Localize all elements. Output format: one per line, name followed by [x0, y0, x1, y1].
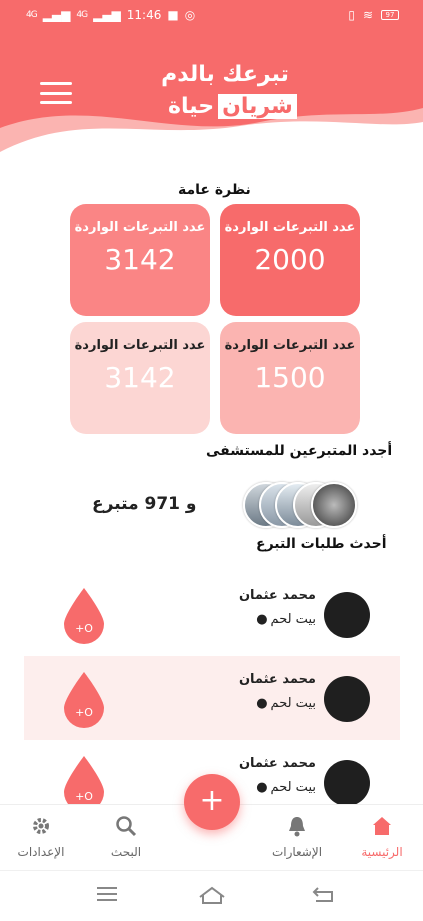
request-name: محمد عثمان: [238, 588, 316, 603]
location-pin-icon: ●: [256, 696, 268, 711]
donors-count: و 971 متبرع: [92, 494, 197, 514]
request-location: [256, 612, 316, 627]
blood-drop-icon: [62, 586, 106, 644]
stat-label: عدد التبرعات الواردة: [224, 338, 356, 353]
nav-search[interactable]: [98, 813, 154, 859]
request-name: محمد عثمان: [238, 672, 316, 687]
nav-notifications-label: الإشعارات: [271, 845, 323, 859]
menu-button[interactable]: [40, 82, 72, 104]
signal-2-label: 4G: [76, 10, 88, 20]
stat-card[interactable]: [220, 204, 360, 316]
request-location: [256, 696, 316, 711]
location-pin-icon: ●: [256, 780, 268, 795]
nav-home-label: الرئيسية: [361, 845, 403, 859]
stat-value: 3142: [104, 361, 176, 394]
nav-home[interactable]: [352, 813, 412, 859]
requests-title: أحدث طلبات التبرع: [256, 536, 387, 552]
title-rest: حياة: [168, 94, 215, 119]
request-avatar: [324, 676, 370, 722]
stat-card[interactable]: [70, 322, 210, 434]
request-location-text: بيت لحم: [270, 780, 316, 795]
nav-settings[interactable]: [10, 813, 72, 859]
blood-drop-icon: [62, 670, 106, 728]
donors-title: أجدد المتبرعين للمستشفى: [206, 443, 393, 459]
request-location-text: بيت لحم: [270, 696, 316, 711]
hamburger-line: [40, 92, 72, 95]
gear-icon: [31, 816, 51, 836]
app-title-line1: تبرعك بالدم: [161, 62, 289, 87]
stat-label: عدد التبرعات الواردة: [224, 220, 356, 235]
stat-value: 3142: [104, 243, 176, 276]
hamburger-line: [40, 101, 72, 104]
app-title-line2: [168, 94, 297, 119]
stat-card[interactable]: [70, 204, 210, 316]
stat-card[interactable]: [220, 322, 360, 434]
request-avatar: [324, 760, 370, 806]
nav-notifications[interactable]: [262, 813, 332, 859]
signal-icon: ▂▄▆: [93, 8, 121, 22]
request-location-text: بيت لحم: [270, 612, 316, 627]
home-nav-icon[interactable]: [198, 885, 226, 905]
battery-icon: 97: [381, 10, 399, 20]
recent-apps-icon[interactable]: [96, 885, 118, 903]
blood-type: +O: [75, 622, 93, 635]
request-name: محمد عثمان: [238, 756, 316, 771]
title-highlight: شريان: [218, 94, 297, 119]
home-icon: [371, 815, 393, 837]
blood-type: +O: [75, 790, 93, 803]
add-button[interactable]: +: [184, 774, 240, 830]
blood-type: +O: [75, 706, 93, 719]
video-icon: ■: [167, 8, 179, 22]
stat-label: عدد التبرعات الواردة: [74, 338, 206, 353]
overview-title: نظرة عامة: [178, 182, 251, 198]
nav-search-label: البحث: [110, 845, 142, 859]
request-avatar: [324, 592, 370, 638]
request-item[interactable]: [24, 656, 400, 740]
location-pin-icon: ●: [256, 612, 268, 627]
nav-settings-label: الإعدادات: [17, 845, 65, 859]
status-bar: [0, 8, 423, 28]
donor-avatars[interactable]: [243, 482, 358, 528]
avatar: [311, 482, 357, 528]
vibrate-icon: ▯: [348, 8, 355, 22]
stat-label: عدد التبرعات الواردة: [74, 220, 206, 235]
whatsapp-icon: ◎: [184, 8, 196, 22]
bell-icon: [287, 815, 307, 837]
search-icon: [115, 815, 137, 837]
hamburger-icon: [40, 82, 72, 85]
status-time: 11:46: [126, 8, 162, 22]
back-icon[interactable]: [312, 885, 334, 903]
stat-value: 2000: [254, 243, 326, 276]
wifi-icon: ≋: [362, 8, 373, 22]
signal-1-label: 4G: [26, 10, 37, 20]
request-location: [256, 780, 316, 795]
stat-value: 1500: [254, 361, 326, 394]
header: [0, 0, 423, 160]
request-item[interactable]: [24, 572, 400, 656]
signal-icon: ▂▄▆: [42, 8, 71, 22]
system-navigation: [0, 870, 423, 921]
